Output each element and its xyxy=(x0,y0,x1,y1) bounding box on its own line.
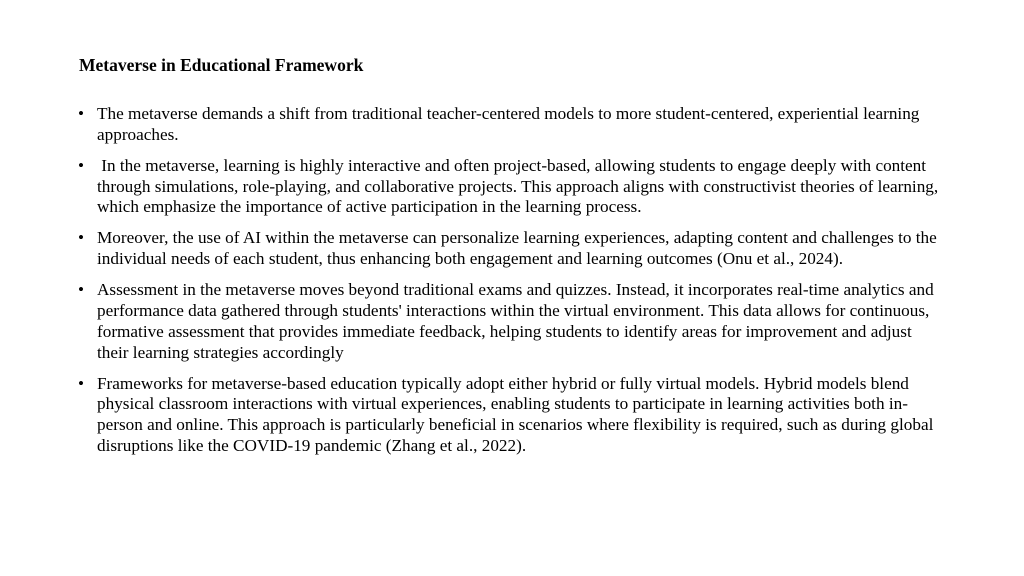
bullet-item xyxy=(78,280,946,363)
bullet-marker: • xyxy=(78,228,85,248)
bullet-text: In the metaverse, learning is highly interactive and often project-based, allowing students to engage deeply with content through simulations, role-playing, and collaborative projects. This approach aligns with constructivist theories of learning, which emphasize the importance of active participation in the learning process. xyxy=(97,155,943,217)
bullet-item xyxy=(78,156,946,218)
bullet-item xyxy=(78,104,946,146)
bullet-marker: • xyxy=(78,373,85,393)
bullet-text: Assessment in the metaverse moves beyond traditional exams and quizzes. Instead, it incorporates real-time analytics and performance data gathered through students' interactions within the virtual environment. This data allows for continuous, formative assessment that provides immediate feedback, helping students to identify areas for improvement and adjust their learning strategies accordingly xyxy=(97,280,934,362)
bullet-marker: • xyxy=(78,104,85,123)
bullet-text: The metaverse demands a shift from traditional teacher-centered models to more student-centered, experiential learning approaches. xyxy=(97,104,920,144)
bullet-list xyxy=(78,104,946,467)
bullet-marker: • xyxy=(78,280,85,300)
bullet-text: Moreover, the use of AI within the metaverse can personalize learning experiences, adapting content and challenges to the individual needs of each student, thus enhancing both engagement and learning outcomes (Onu et al., 2024). xyxy=(97,228,937,269)
slide-title: Metaverse in Educational Framework xyxy=(79,55,364,75)
bullet-marker: • xyxy=(78,155,85,175)
bullet-item xyxy=(78,374,946,457)
bullet-item xyxy=(78,228,946,270)
bullet-text: Frameworks for metaverse-based education typically adopt either hybrid or fully virtual models. Hybrid models blend physical classroom interactions with virtual experiences, enabling students to participate in learning activities both in-person and online. This approach is particularly beneficial in scenarios where flexibility is required, such as during global disruptions like the COVID-19 pandemic (Zhang et al., 2022). xyxy=(97,373,934,455)
